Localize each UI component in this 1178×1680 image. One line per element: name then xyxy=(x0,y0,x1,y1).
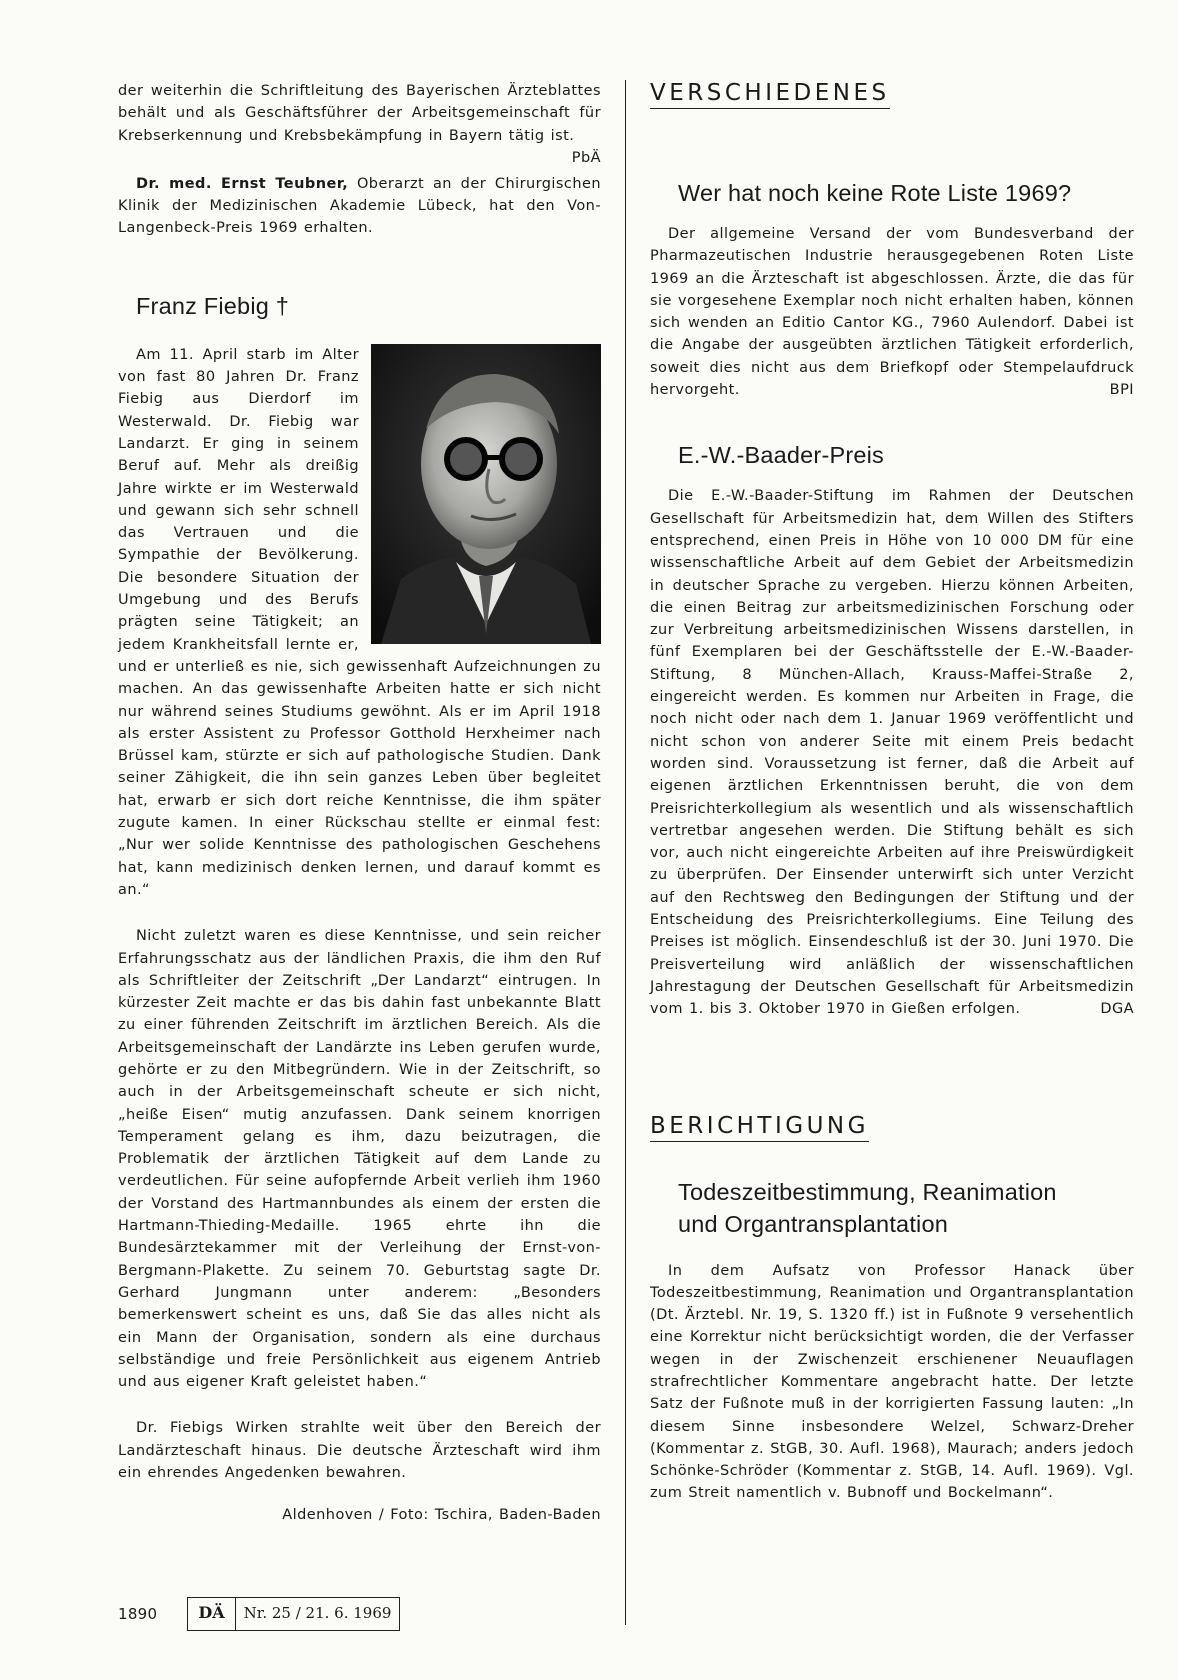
section-heading-verschiedenes: VERSCHIEDENES xyxy=(650,80,890,109)
baader-paragraph xyxy=(650,485,1134,1020)
obituary-paragraph-3: Dr. Fiebigs Wirken strahlte weit über den Bereich der Landärzteschaft hinaus. Die deutsche Ärzteschaft wird ihm ein ehrendes Angedenken bewahren. xyxy=(118,1420,601,1482)
obituary-signature: Aldenhoven / Foto: Tschira, Baden-Baden xyxy=(282,1507,601,1524)
berichtigung-title-line-1: Todeszeitbestimmung, Reanimation xyxy=(678,1178,1057,1205)
rote-liste-text: Der allgemeine Versand der vom Bundesverband der Pharmazeutischen Industrie herausgegebenen Roten Liste 1969 an die Ärzteschaft ist abgeschlossen. Ärzte, die das für sie vorgesehene Exemplar noch nicht erhalten haben, können sich wenden an Editio Cantor KG., 7960 Aulendorf. Dabei ist die Angabe der ausgeübten ärztlichen Tätigkeit erforderlich, soweit dies nicht aus dem Briefkopf oder Stempelaufdruck hervorgeht. xyxy=(650,226,1134,399)
journal-logo: DÄ xyxy=(188,1598,235,1630)
teubner-name: Dr. med. Ernst Teubner, xyxy=(136,175,349,192)
rote-liste-title: Wer hat noch keine Rote Liste 1969? xyxy=(678,180,1072,206)
baader-text: Die E.-W.-Baader-Stiftung im Rahmen der Deutschen Gesellschaft für Arbeitsmedizin hat, dem Willen des Stifters entsprechend, einen Preis in Höhe von 10 000 DM für eine wissenschaftliche Arbeit auf dem Gebiet der Arbeitsmedizin in deutscher Sprache zu vergeben. Hierzu können Arbeiten, die einen Beitrag zur arbeitsmedizinischen Forschung oder zur Verbreitung arbeitsmedizinischen Wissens darstellen, in fünf Exemplaren bei der Geschäftsstelle der E.-W.-Baader-Stiftung, 8 München-Allach, Krauss-Maffei-Straße 2, eingereicht werden. Es kommen nur Arbeiten in Frage, die noch nicht oder nach dem 1. Januar 1969 veröffentlicht und nicht schon von anderer Seite mit einem Preis bedacht worden sind. Voraussetzung ist ferner, daß die Arbeit auf eigenen ärztlichen Erkenntnissen beruht, die von dem Preisrichterkollegium als wesentlich und als wissenschaftlich vertretbar angesehen werden. Die Stiftung behält es sich vor, auch nicht eingereichte Arbeiten auf ihre Preiswürdigkeit zu überprüfen. Der Einsender unterwirft sich unter Verzicht auf den Rechtsweg den Bedingungen der Stiftung und der Entscheidung des Preisrichterkollegiums. Eine Teilung des Preises ist möglich. Einsendeschluß ist der 30. Juni 1970. Die Preisverteilung wird anläßlich der wissenschaftlichen Jahrestagung der Deutschen Gesellschaft für Arbeitsmedizin vom 1. bis 3. Oktober 1970 in Gießen erfolgen. xyxy=(650,488,1134,1018)
rote-liste-signature: BPI xyxy=(1109,382,1134,399)
teubner-text: Oberarzt an der Chirurgischen Klinik der Medizinischen Akademie Lübeck, hat den Von-Langenbeck-Preis 1969 erhalten. xyxy=(118,175,601,237)
rote-liste-paragraph xyxy=(650,223,1134,401)
page-number: 1890 xyxy=(118,1605,158,1623)
obituary-paragraph-2: Nicht zuletzt waren es diese Kenntnisse, und sein reicher Erfahrungsschatz aus der ländlichen Praxis, die ihm den Ruf als Schriftleiter der Zeitschrift „Der Landarzt“ eintrugen. In kürzester Zeit machte er das bis dahin fast unbekannte Blatt zu einer führenden Zeitschrift im ärztlichen Bereich. Als die Arbeitsgemeinschaft der Landärzte ins Leben gerufen wurde, gehörte er zu den Mitbegründern. Wie in der Zeitschrift, so auch in der Arbeitsgemeinschaft scheute er sich nicht, „heiße Eisen“ mutig anzufassen. Dank seinem knorrigen Temperament gelang es ihm, dazu beizutragen, die Problematik der ärztlichen Tätigkeit auf dem Lande zu verdeutlichen. Für seine aufopfernde Arbeit verlieh ihm 1960 der Vorstand des Hartmannbundes als einem der ersten die Hartmann-Thieding-Medaille. 1965 ehrte ihn die Bundesärztekammer mit der Verleihung der Ernst-von-Bergmann-Plakette. Zu seinem 70. Geburtstag sagte Dr. Gerhard Jungmann unter anderem: „Besonders bemerkenswert scheint es uns, daß Sie das alles nicht als ein Mann der Organisation, sondern als eine durchaus selbständige und freie Persönlichkeit aus eigenem Antrieb und aus eigener Kraft geleistet haben.“ xyxy=(118,928,601,1391)
berichtigung-title-line-2: und Organtransplantation xyxy=(678,1210,949,1237)
section-heading-berichtigung: BERICHTIGUNG xyxy=(650,1113,869,1142)
right-column xyxy=(650,80,1134,1505)
intro-text: der weiterhin die Schriftleitung des Bayerischen Ärzteblattes behält und als Geschäftsführer der Arbeitsgemeinschaft für Krebserkennung und Krebsbekämpfung in Bayern tätig ist. xyxy=(118,83,601,144)
page-footer xyxy=(118,1597,400,1631)
issue-info: Nr. 25 / 21. 6. 1969 xyxy=(243,1604,392,1622)
column-divider xyxy=(625,80,626,1625)
intro-signature: PbÄ xyxy=(571,149,601,166)
berichtigung-paragraph: In dem Aufsatz von Professor Hanack über Todeszeitbestimmung, Reanimation und Organtransplantation (Dt. Ärztebl. Nr. 19, S. 1320 ff.) ist in Fußnote 9 versehentlich eine Korrektur nicht berücksichtigt worden, die der Verfasser wegen in der Zwischenzeit erschienener Neuauflagen strafrechtlicher Kommentare angebracht hatte. Der letzte Satz der Fußnote muß in der korrigierten Fassung lauten: „In diesem Sinne insbesondere Welzel, Schwarz-Dreher (Kommentar z. StGB, 30. Aufl. 1968), Maurach; anders jedoch Schönke-Schröder (Kommentar z. StGB, 14. Aufl. 1969). Vgl. zum Streit namentlich v. Bubnoff und Bockelmann“. xyxy=(650,1262,1134,1502)
baader-title: E.-W.-Baader-Preis xyxy=(678,442,885,469)
intro-paragraph xyxy=(118,80,601,166)
obituary-title: Franz Fiebig † xyxy=(136,292,290,319)
left-column xyxy=(118,80,601,1527)
baader-signature: DGA xyxy=(1100,1001,1134,1018)
obituary-paragraph-1: Am 11. April starb im Alter von fast 80 Jahren Dr. Franz Fiebig aus Dierdorf im Westerwald. Dr. Fiebig war Landarzt. Er ging in seinem Beruf auf. Mehr als dreißig Jahre wirkte er im Westerwald und gewann sich sehr schnell das Vertrauen und die Sympathie der Bevölkerung. Die besondere Situation der Umgebung und des Berufs prägten seine Tätigkeit; an jedem Krankheitsfall lernte er, und er unterließ es nie, sich gewissenhaft Aufzeichnungen zu machen. An das gewissenhafte Arbeiten hatte er sich nicht nur während seines Studiums gewöhnt. Als er im April 1918 als erster Assistent zu Professor Gotthold Herxheimer nach Brüssel kam, stürzte er sich auf pathologische Studien. Dank seiner Zähigkeit, die ihn sein ganzes Leben über begleitet hat, erwarb er sich dort reiche Kenntnisse, die ihm später zugute kamen. In einer Rückschau stellte er einmal fest: „Nur wer solide Kenntnisse des pathologischen Geschehens hat, kann medizinisch denken lernen, und darauf kommt es an.“ xyxy=(118,346,601,898)
portrait-photo xyxy=(371,344,601,644)
teubner-paragraph xyxy=(118,173,601,240)
journal-box xyxy=(187,1597,400,1631)
